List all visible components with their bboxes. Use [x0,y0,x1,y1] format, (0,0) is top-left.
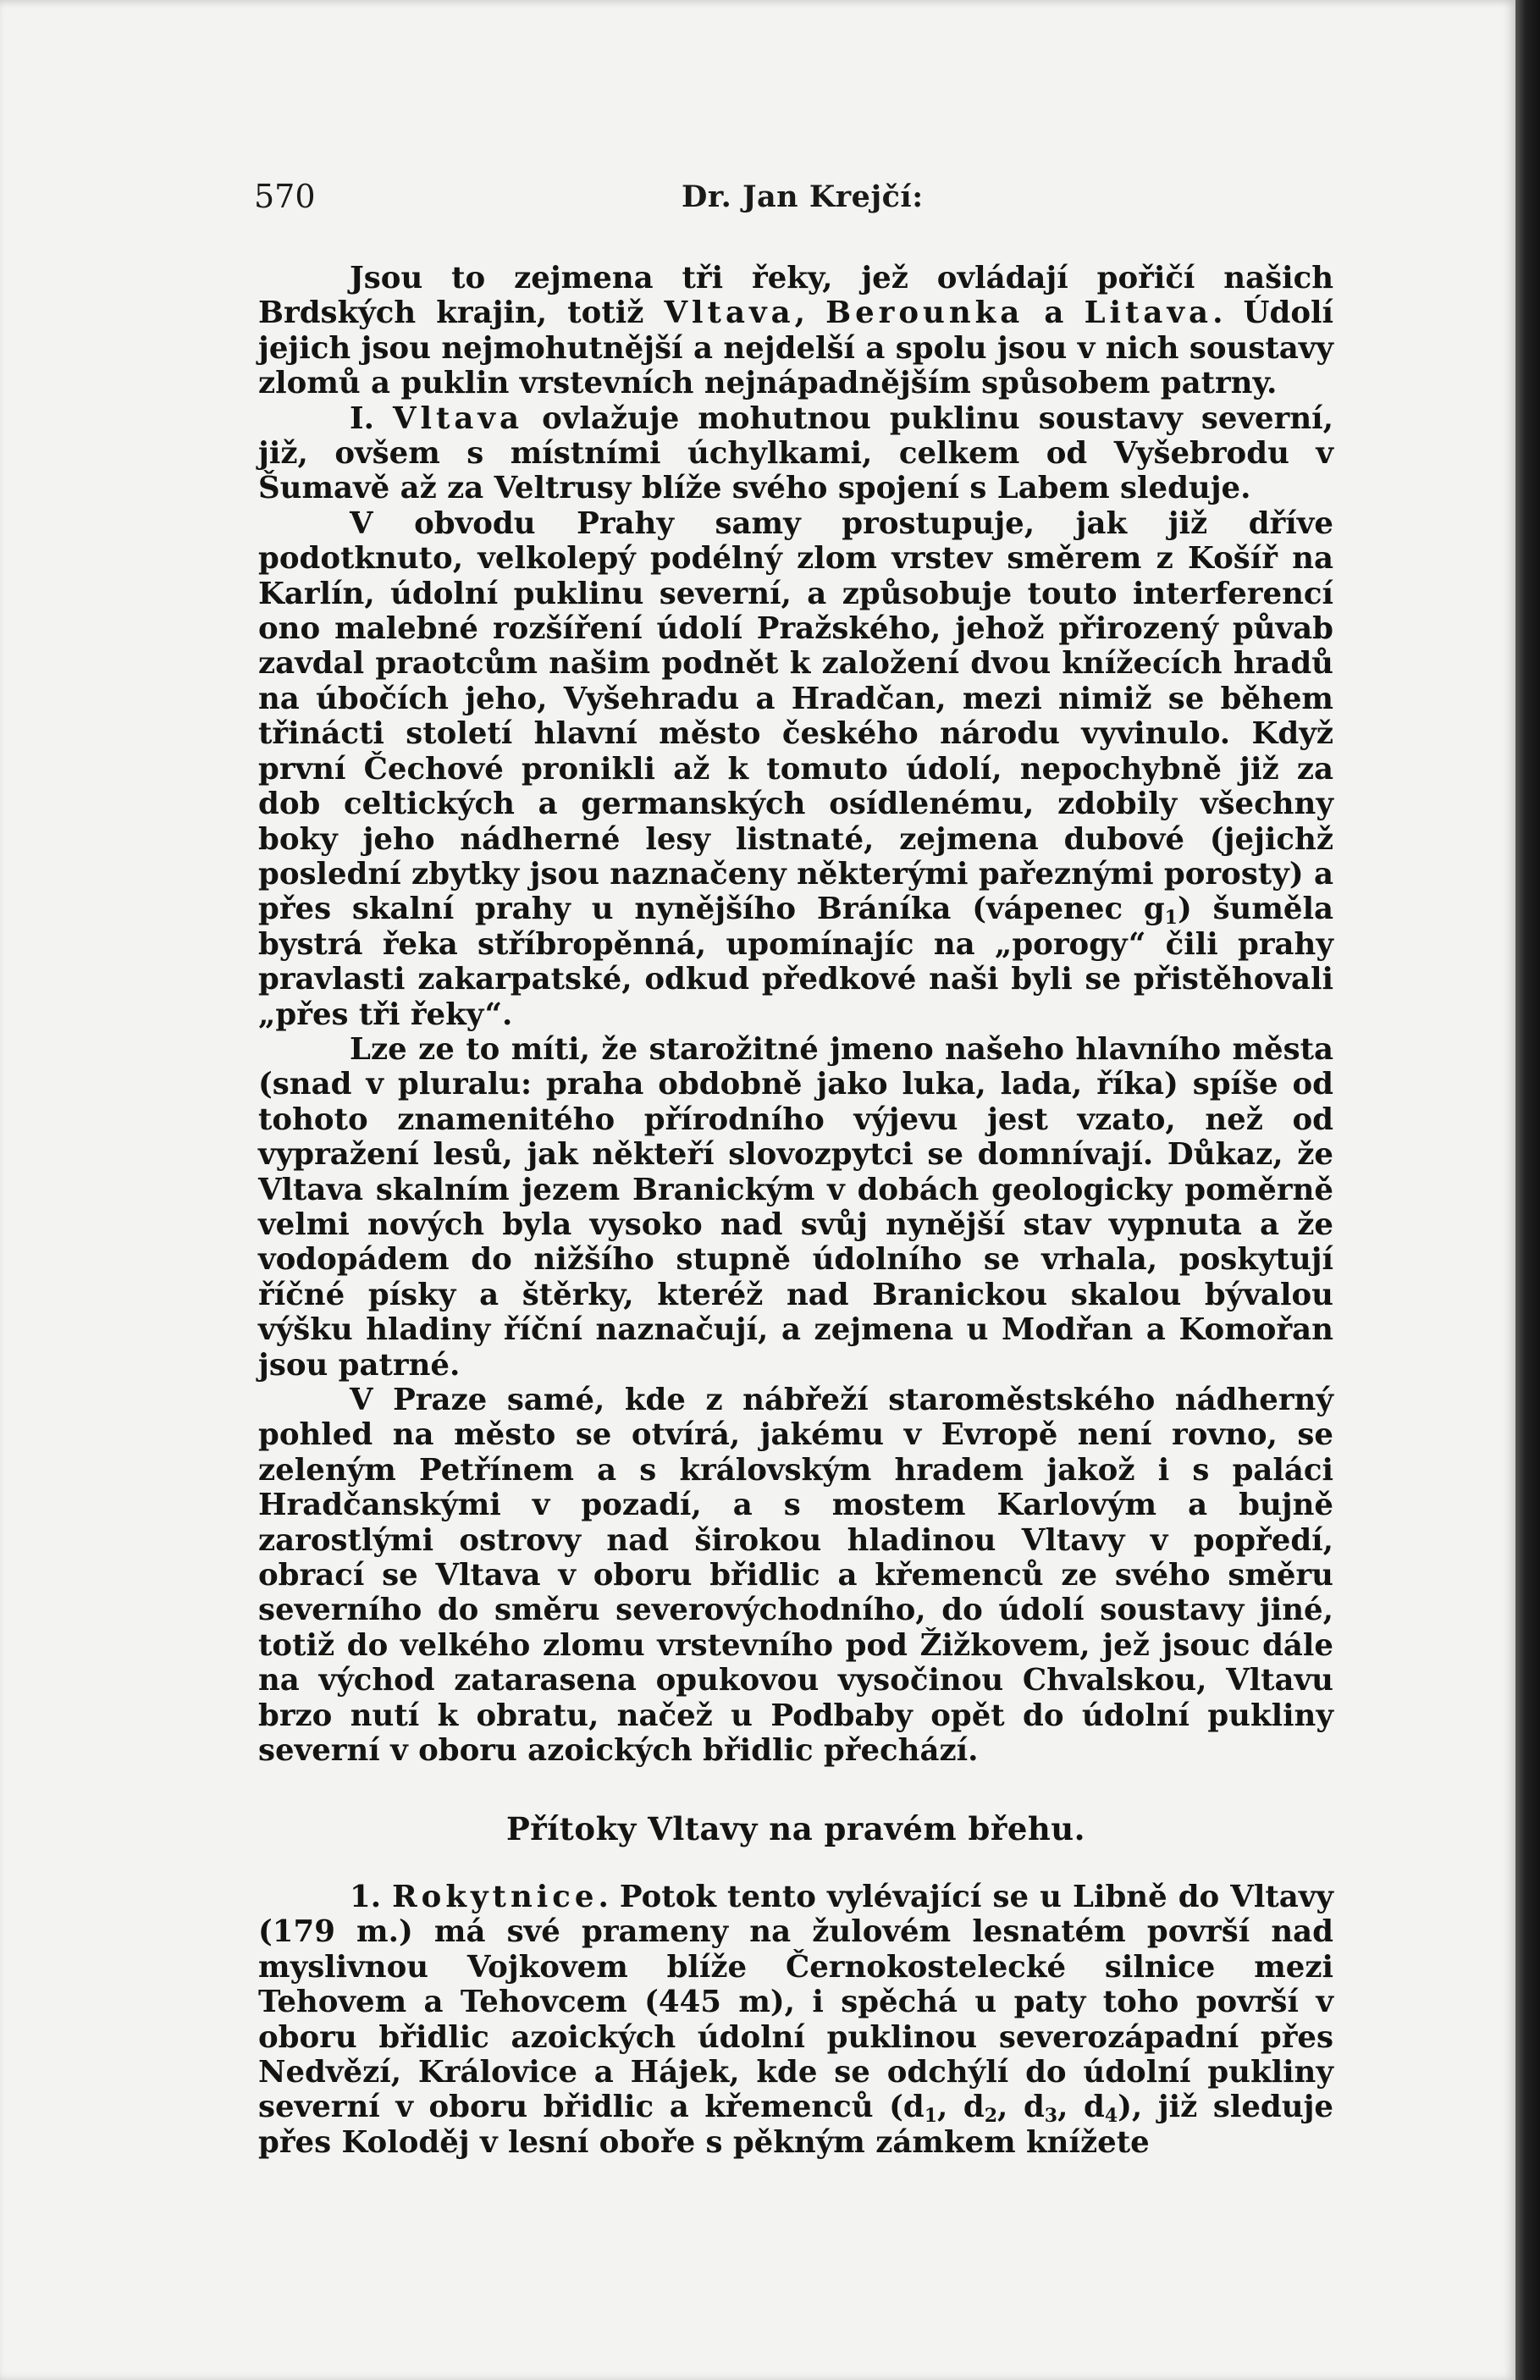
stream-name-rokytnice: Rokytnice [392,1879,599,1914]
river-name-litava: Litava [1084,295,1213,331]
river-name-berounka: Berounka [825,295,1024,331]
paragraph-3: V obvodu Prahy samy prostupuje, jak již dříve podotknuto, velkolepý podélný zlom vrstev směrem z Košíř na Karlín, údolní puklinu severní, a způsobuje touto interferencí ono malebné rozšíření údolí Pražského, jehož přirozený půvab zavdal praotcům našim podnět k založení dvou knížecích hradů na úbočích jeho, Vyšehradu a Hradčan, mezi nimiž se během třinácti století hlavní město českého národu vyvinulo. Když první Čechové pronikli až k tomuto údolí, nepochybně již za dob celtických a germanských osídlenému, zdobily všechny boky jeho nádherné lesy listnaté, zejmena dubové (jejichž poslední zbytky jsou naznačeny některými pařeznými porosty) a přes skalní prahy u nynějšího Bráníka (vápenec $g_1$) šuměla bystrá řeka stříbropěnná, upomínajíc na „porogy“ čili prahy pravlasti zakarpatské, odkud předkové naši byli se přistěhovali „přes tři řeky“. [258,505,1334,1032]
page-header [254,178,1338,229]
paragraph-2: I. Vltava ovlažuje mohutnou puklinu soustavy severní, již, ovšem s místními úchylkami, celkem od Vyšebrodu v Šumavě až za Veltrusy blíže svého spojení s Labem sleduje. [258,400,1333,506]
paragraph-1: Jsou to zejmena tři řeky, jež ovládají pořičí našich Brdských krajin, totiž Vltava, Berounka a Litava. Údolí jejich jsou nejmohutnější a nejdelší a spolu jsou v nich soustavy zlomů a puklin vrstevních nejnápadnějším spůsobem patrny. [258,261,1333,401]
paragraph-5: V Praze samé, kde z nábřeží staroměstského nádherný pohled na město se otvírá, jakému v Evropě není rovno, se zeleným Petřínem a s královským hradem jakož i s paláci Hradčanskými v pozadí, a s mostem Karlovým a bujně zarostlými ostrovy nad širokou hladinou Vltavy v popředí, obrací se Vltava v oboru břidlic a křemenců ze svého směru severního do směru severovýchodního, do údolí soustavy jiné, totiž do velkého zlomu vrstevního pod Žižkovem, jež jsouc dále na východ zatarasena opukovou vysočinou Chvalskou, Vltavu brzo nutí k obratu, načež u Podbaby opět do údolní pukliny severní v oboru azoických břidlic přechází. [258,1383,1333,1769]
river-name-vltava-2: Vltava [393,400,524,436]
river-name-vltava: Vltava [664,295,795,331]
book-spine-edge [1515,0,1540,2380]
page-number: 570 [254,178,316,215]
section-heading: Přítoky Vltavy na pravém břehu. [505,1810,1086,1848]
body-text [258,261,1333,2160]
paragraph-6: 1. Rokytnice. Potok tento vylévající se u Libně do Vltavy (179 m.) má své prameny na žulovém lesnatém površí nad myslivnou Vojkovem blíže Černokostelecké silnice mezi Tehovem a Tehovcem (445 m), i spěchá u paty toho površí v oboru břidlic azoických údolní puklinou severozápadní přes Nedvězí, Královice a Hájek, kde se odchýlí do údolní pukliny severní v oboru břidlic a křemenců ($d_1$, $d_2$, $d_3$, $d_4$), již sleduje přes Koloděj v lesní oboře s pěkným zámkem knížete [258,1879,1333,2160]
paragraph-4: Lze ze to míti, že starožitné jmeno našeho hlavního města (snad v pluralu: praha obdobně jako luka, lada, říka) spíše od tohoto znamenitého přírodního výjevu jest vzato, než od vypražení lesů, jak někteří slovozpytci se domnívají. Důkaz, že Vltava skalním jezem Branickým v dobách geologicky poměrně velmi nových byla vysoko nad svůj nynější stav vypnuta a že vodopádem do nižšího stupně údolního se vrhala, poskytují říčné písky a štěrky, kteréž nad Branickou skalou bývalou výšku hladiny říční naznačují, a zejmena u Modřan a Komořan jsou patrné. [258,1031,1333,1383]
running-head: Dr. Jan Krejčí: [682,179,924,214]
